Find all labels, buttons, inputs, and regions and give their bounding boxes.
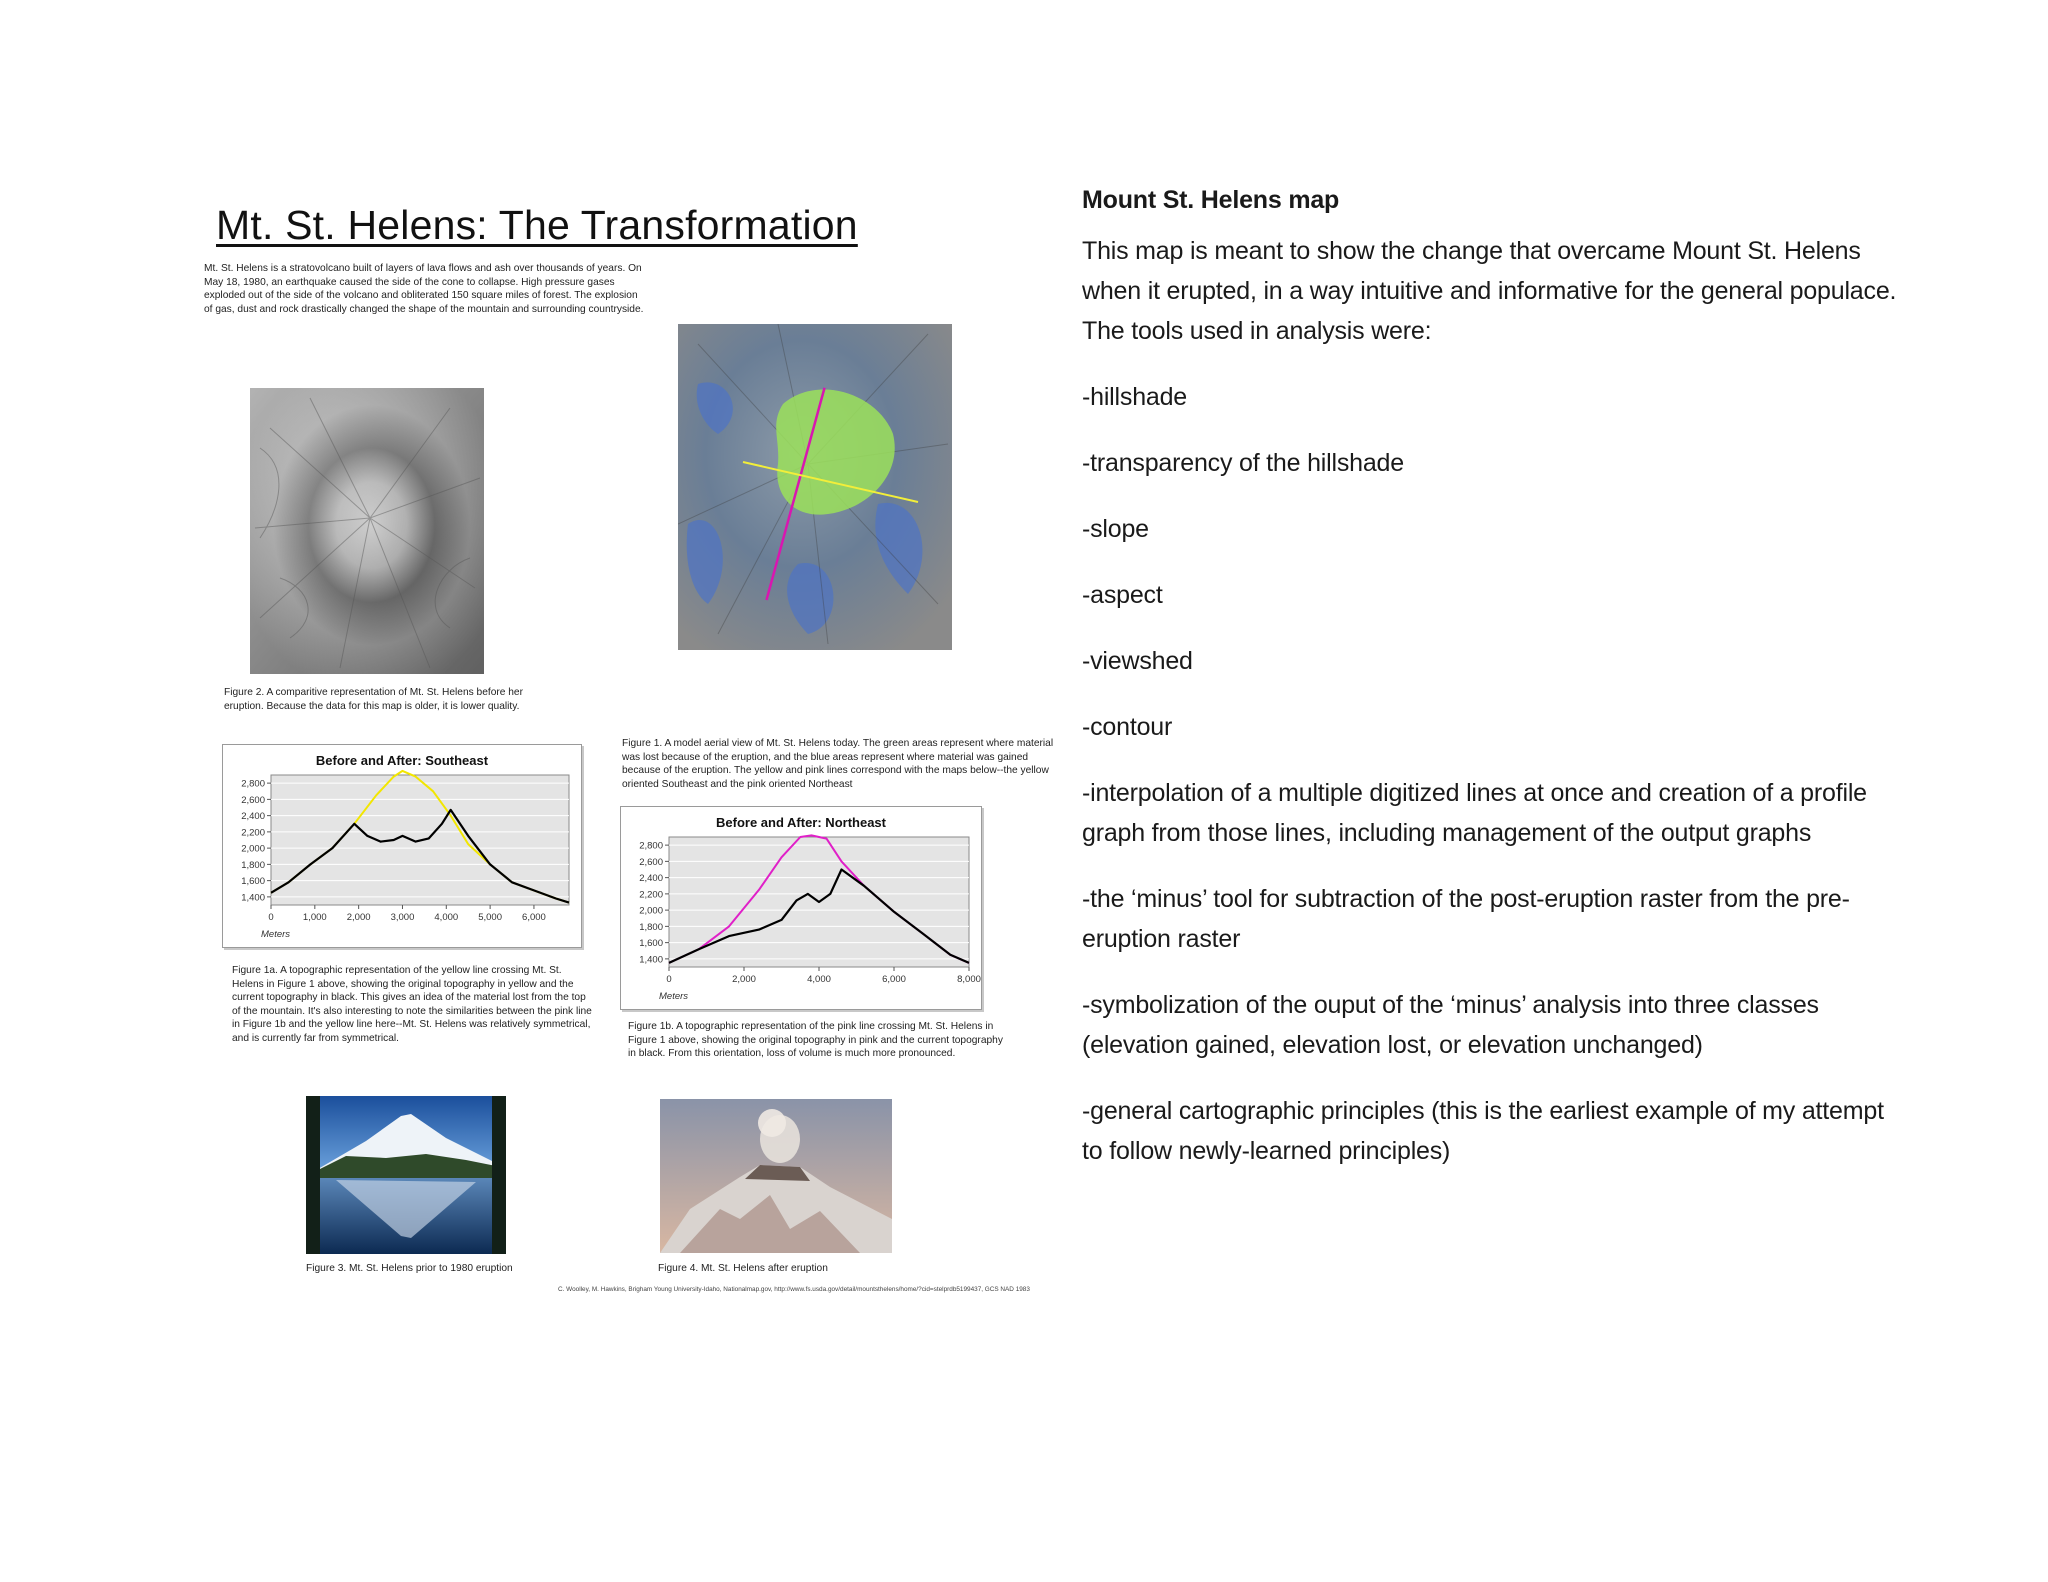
y-tick-label: 2,800 xyxy=(639,840,663,852)
x-tick-label: 6,000 xyxy=(882,974,906,985)
y-tick-label: 2,200 xyxy=(639,889,663,901)
figure-1-aerial-model-image xyxy=(678,324,952,650)
y-tick-label: 1,400 xyxy=(241,892,265,904)
figure-1a-caption: Figure 1a. A topographic representation of the yellow line crossing Mt. St. Helens in Figure 1 above, showing the original topography in yellow and the current topography in black. This gives an idea of the material lost from the top of the mountain. It's also interesting to note the similarities between the pink line in Figure 1b and the yellow line here--Mt. St. Helens was relatively symmetrical, and is currently far from symmetrical. xyxy=(232,965,592,1044)
x-tick-label: 5,000 xyxy=(478,912,503,923)
description-heading: Mount St. Helens map xyxy=(1082,186,1340,214)
description-column xyxy=(1082,186,1902,1197)
tool-item: -symbolization of the ouput of the ‘minus’ analysis into three classes (elevation gained, elevation lost, or elevation unchanged) xyxy=(1082,991,1819,1059)
y-tick-label: 2,800 xyxy=(241,778,265,790)
figure-3-pre-eruption-photo xyxy=(306,1096,506,1254)
tool-item: -contour xyxy=(1082,713,1173,741)
tool-item: -viewshed xyxy=(1082,647,1193,675)
x-tick-label: 2,000 xyxy=(346,912,371,923)
x-tick-label: 4,000 xyxy=(807,974,831,985)
x-axis-label: Meters xyxy=(261,929,291,940)
chart-title: Before and After: Southeast xyxy=(315,753,489,768)
x-tick-label: 0 xyxy=(268,912,274,923)
chart-northeast xyxy=(621,807,981,1009)
tool-item: -aspect xyxy=(1082,581,1163,609)
poster-credit: C. Woolley, M. Hawkins, Brigham Young University-Idaho, Nationalmap.gov, http://www.fs.usda.gov/detail/mountsthelens/home/?cid=stelprdb5199437, GCS NAD 1983 xyxy=(558,1286,1030,1293)
figure-1b-caption: Figure 1b. A topographic representation of the pink line crossing Mt. St. Helens in Figure 1 above, showing the original topography in pink and the current topography in black. From this orientation, loss of volume is much more pronounced. xyxy=(628,1021,1003,1060)
y-tick-label: 2,400 xyxy=(639,873,663,885)
chart-southeast-frame xyxy=(222,744,582,948)
y-tick-label: 1,800 xyxy=(241,859,265,871)
tool-item: -the ‘minus’ tool for subtraction of the post-eruption raster from the pre-eruption raster xyxy=(1082,885,1850,953)
figure-1-caption: Figure 1. A model aerial view of Mt. St. Helens today. The green areas represent where material was lost because of the eruption, and the blue areas represent where material was gained because of the eruption. The yellow and pink lines correspond with the maps below--the yellow oriented Southeast and the pink oriented Northeast xyxy=(622,738,1054,790)
y-tick-label: 1,400 xyxy=(639,954,663,966)
figure-4-caption: Figure 4. Mt. St. Helens after eruption xyxy=(658,1263,828,1274)
x-axis-label: Meters xyxy=(659,991,689,1002)
y-tick-label: 1,600 xyxy=(241,876,265,888)
y-tick-label: 2,000 xyxy=(639,905,663,917)
x-tick-label: 6,000 xyxy=(522,912,546,923)
chart-northeast-frame xyxy=(620,806,982,1010)
poster-intro: Mt. St. Helens is a stratovolcano built of layers of lava flows and ash over thousands of years. On May 18, 1980, an earthquake caused the side of the cone to collapse. High pressure gases exploded out of the side of the volcano and obliterated 150 square miles of forest. The explosion of gas, dust and rock drastically changed the shape of the mountain and surrounding countryside. xyxy=(204,263,644,315)
x-tick-label: 2,000 xyxy=(732,974,756,985)
tool-item: -interpolation of a multiple digitized lines at once and creation of a profile graph from those lines, including management of the output graphs xyxy=(1082,779,1867,847)
x-tick-label: 8,000 xyxy=(957,974,981,985)
figure-2-hillshade-image xyxy=(250,388,484,674)
chart-southeast xyxy=(223,745,581,947)
y-tick-label: 2,000 xyxy=(241,843,265,855)
tool-item: -slope xyxy=(1082,515,1149,543)
x-tick-label: 4,000 xyxy=(434,912,459,923)
figure-2-caption: Figure 2. A comparitive representation of Mt. St. Helens before her eruption. Because the data for this map is older, it is lower quality. xyxy=(224,687,523,712)
x-tick-label: 3,000 xyxy=(390,912,415,923)
y-tick-label: 2,400 xyxy=(241,811,265,823)
description-intro: This map is meant to show the change that overcame Mount St. Helens when it erupted, in a way intuitive and informative for the general populace. The tools used in analysis were: xyxy=(1082,237,1897,345)
y-tick-label: 1,800 xyxy=(639,921,663,933)
y-tick-label: 1,600 xyxy=(639,938,663,950)
tools-list xyxy=(1082,377,1902,1171)
figure-4-post-eruption-photo xyxy=(660,1099,892,1253)
y-tick-label: 2,600 xyxy=(639,856,663,868)
chart-title: Before and After: Northeast xyxy=(716,815,886,830)
poster-title: Mt. St. Helens: The Transformation xyxy=(216,202,858,248)
tool-item: -general cartographic principles (this is the earliest example of my attempt to follow newly-learned principles) xyxy=(1082,1097,1884,1165)
figure-3-caption: Figure 3. Mt. St. Helens prior to 1980 eruption xyxy=(306,1263,513,1274)
tool-item: -hillshade xyxy=(1082,383,1188,411)
x-tick-label: 1,000 xyxy=(302,912,327,923)
x-tick-label: 0 xyxy=(666,974,672,985)
tool-item: -transparency of the hillshade xyxy=(1082,449,1404,477)
y-tick-label: 2,600 xyxy=(241,794,265,806)
y-tick-label: 2,200 xyxy=(241,827,265,839)
